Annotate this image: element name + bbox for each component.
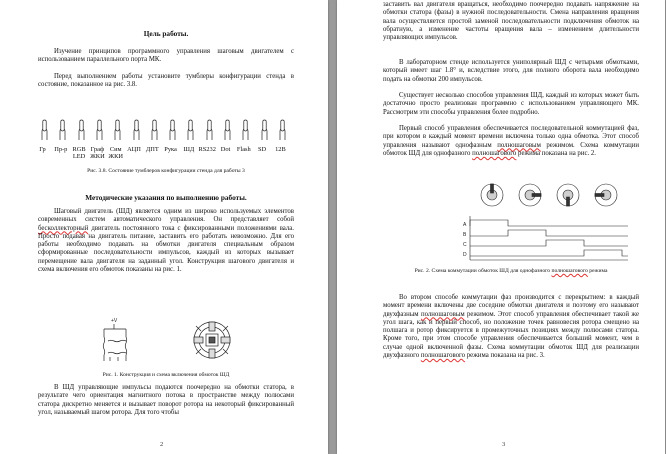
stepper-motor-figure [102, 317, 232, 363]
heading-goal: Цель работы. [143, 29, 189, 38]
phase-waveform [470, 220, 628, 226]
toggle-switch [40, 119, 49, 141]
toggle-switch [223, 119, 232, 141]
phase-label: D [463, 252, 467, 258]
fig2-caption: Рис. 2. Схема коммутации обмоток ШД для однофазного полношагового режима [414, 268, 608, 274]
phase-label: A [463, 222, 467, 228]
switch-label: Рука [164, 146, 177, 153]
toggle-switch [132, 119, 141, 141]
fig38-caption: Рис. 3.8. Состояние тумблеров конфигурации стенда для работы 3 [87, 168, 245, 174]
paragraph-3: Существует несколько способов управления ШД, каждый из которых может быть достаточно просто реализован программно с использованием управляющего МК. Рассмотрим эти способы управления более подробно. [383, 92, 639, 116]
heading-method: Методические указания по выполнению работы. [85, 193, 247, 202]
page-2 [0, 0, 328, 454]
fig1-vplus-label: +V [111, 318, 118, 324]
rotor-positions [481, 184, 617, 206]
page-3 [337, 0, 665, 454]
switch-label: ШД [183, 146, 195, 153]
toggle-switch [95, 119, 104, 141]
commutation-figure [462, 180, 632, 262]
switch-label: Пр-р [54, 146, 68, 153]
phase-waveform [470, 240, 628, 246]
paragraph-2: В лабораторном стенде используется униполярный ШД с четырьмя обмотками, который имеет шаг 1.8° и, вследствие этого, для полного оборота вала необходимо подать на обмотки 200 импульсов. [383, 59, 639, 83]
winding-scheme-diagram [103, 318, 127, 361]
phase-waveform [470, 250, 628, 256]
paragraph-1: заставить вал двигателя вращаться, необходимо поочередно подавать напряжение на обмотки статора (фазы) в нужной последовательности. Смена направления вращения вала осуществляется простой заменой последовательности подключения обмоток на обратную, а изменение частоты вращения вала – изменением длительности управляющих импульсов. [383, 1, 639, 41]
switch-label: Граф ЖКИ [90, 146, 105, 161]
page-number: 2 [160, 441, 164, 448]
toggle-switch [241, 119, 250, 141]
switch-label: RS232 [198, 146, 216, 153]
spell-underlined-word: полношагового [551, 268, 588, 274]
switch-label: SD [258, 146, 267, 153]
phase-waveform [470, 230, 628, 236]
fig1-caption: Рис. 1. Конструкция и схема включения обмоток ШД [102, 372, 230, 378]
rotor-icon [595, 184, 617, 206]
rotor-icon [557, 184, 579, 206]
spell-underlined-word: полношаговым [497, 141, 541, 149]
rotor-icon [519, 184, 541, 206]
page-number: 3 [502, 441, 506, 448]
phase-label: B [463, 232, 467, 238]
toggle-switch [113, 119, 122, 141]
motor-construction-diagram [194, 322, 230, 358]
spell-underlined-word: полношаговым [420, 310, 465, 318]
spell-underlined-word: бесколлекторный [38, 224, 89, 232]
paragraph-4: Первый способ управления обеспечивается последовательной коммутацией фаз, при котором в каждый момент времени включена только одна обмотка. Этот способ управления называют однофазным полношаговым режимом. Схема коммутации обмоток ШД для однофазного полношагового режима показана на рис. 2. [383, 125, 639, 157]
toggle-switch [58, 119, 67, 141]
spell-underlined-word: полношагового [420, 351, 466, 359]
switch-label: Сим ЖКИ [108, 146, 123, 161]
timing-diagram [470, 216, 628, 260]
switch-label: АЦП [127, 146, 141, 153]
phase-label: C [463, 242, 467, 248]
toggle-switch [150, 119, 159, 141]
rotor-icon [481, 184, 503, 206]
spell-underlined-word: полношагового [472, 149, 517, 157]
toggle-switch [168, 119, 177, 141]
paragraph-5: Во втором способе коммутации фаз производится с перекрытием: в каждый момент времени включены две соседние обмотки двигателя и поэтому его называют двухфазным полношаговым режимом. Этот способ управления обеспечивает такой же угол шага, как и первый способ, но положение точек равновесия ротора смещено на полшага и ротор фиксируется в промежуточных позициях между полюсами статора. Кроме того, при этом способе управления обеспечивается больший момент, чем в случае одной включенной фазы. Схема коммутации обмоток ШД для реализации двухфазного полношагового режима показана на рис. 3. [383, 294, 639, 359]
switch-label: ДПТ [145, 146, 159, 153]
switch-label: Flash [236, 146, 251, 153]
toggle-switch [260, 119, 269, 141]
switch-label: 12В [275, 146, 286, 153]
method-paragraph-1: Шаговый двигатель (ШД) является одним из широко используемых элементов современных систем автоматического управления. Он представляет собой бесколлекторный двигатель постоянного тока с фиксированными положениями вала. Просто подавая на двигатель питание, заставить его работать невозможно. Для его работы необходимо подавать на обмотки двигателя специальным образом сформированные последовательности импульсов, каждый из которых вызывает перемещение вала двигателя на заданный угол. Конструкция шагового двигателя и схема включения его обмоток показаны на рис. 1. [38, 208, 294, 273]
toggle-switch [205, 119, 214, 141]
method-paragraph-2: В ШД управляющие импульсы подаются поочередно на обмотки статора, в результате чего ориентация магнитного потока в пространстве между полюсами статора дискретно меняется и вызывает поворот ротора на некоторый фиксированный угол, называемый шагом ротора. Для того чтобы [38, 384, 294, 416]
toggle-switch [77, 119, 86, 141]
toggle-switch [278, 119, 287, 141]
switch-label: Гр [39, 146, 46, 153]
goal-paragraph-2: Перед выполнением работы установите тумблеры конфигурации стенда в состояние, показанное на рис. 3.8. [38, 73, 294, 89]
goal-paragraph-1: Изучение принципов программного управления шаговым двигателем с использованием параллельного порта МК. [38, 48, 294, 64]
toggle-switch [186, 119, 195, 141]
switch-label: RGB LED [72, 146, 86, 161]
switch-label: Dot [220, 146, 231, 153]
